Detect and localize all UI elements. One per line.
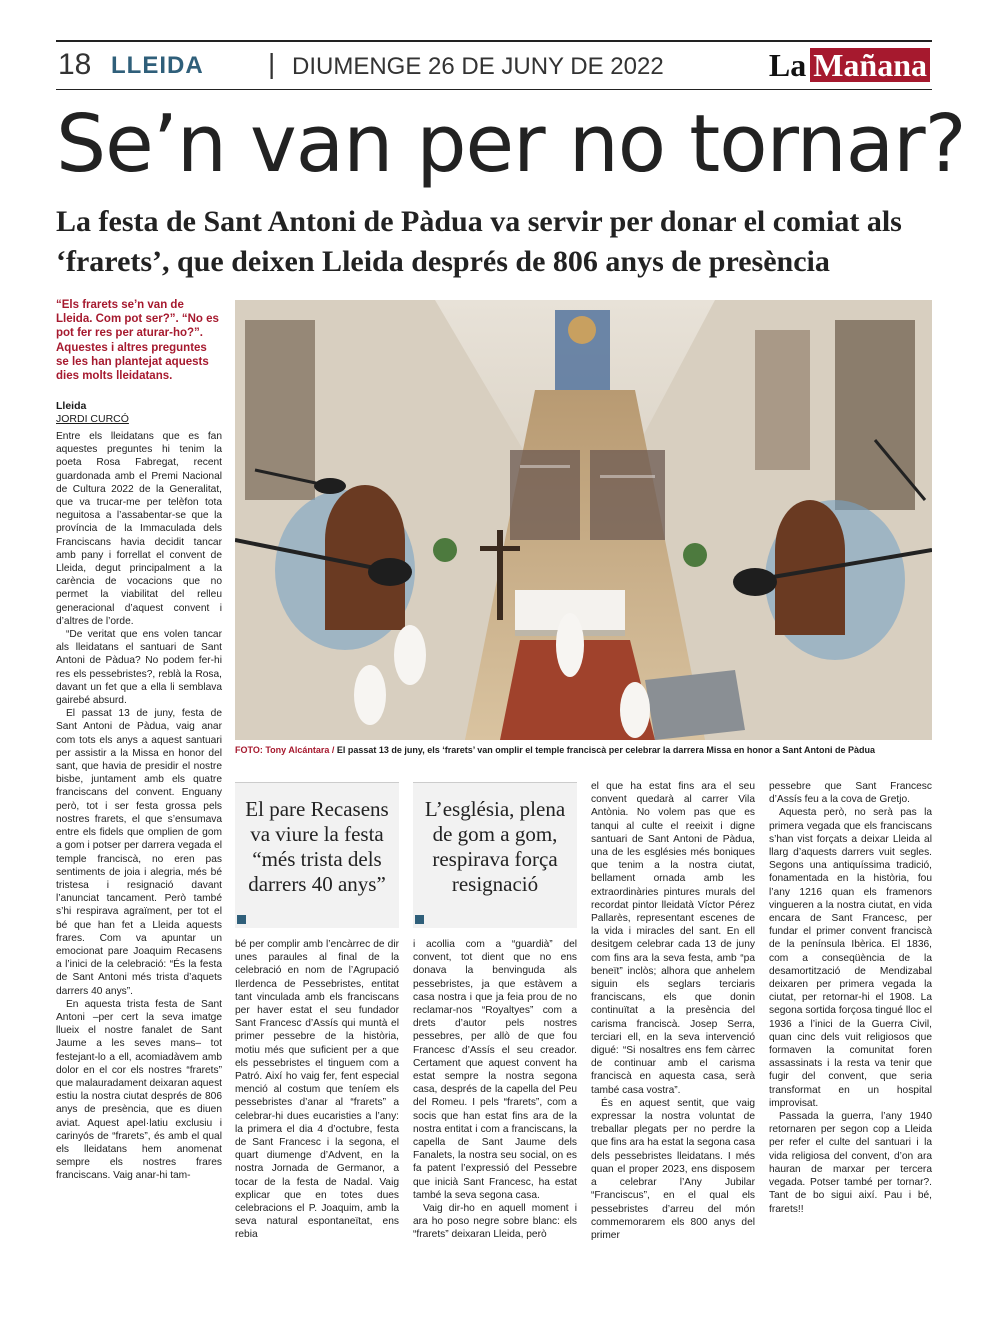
pull-quote-1 xyxy=(235,782,399,928)
photo-caption xyxy=(235,744,932,756)
article-column-1 xyxy=(56,430,222,1183)
paragraph: És en aquest sentit, que vaig expressar la nostra voluntat de treballar plegats per no perdre la que fins ara ha estat la segona casa dels pessebristes lleidatans. I més quan el proper 2023, ens disposem a celebrar l’Any Jubilar “Franciscus”, en el qual els pessebristes d’arreu del món commemorarem els 800 anys del primer xyxy=(591,1097,755,1241)
paragraph: i acollia com a “guardià” del convent, tot dient que no ens donava la benvinguda als pessebristes, ja que estàvem a casa nostra i que ja feia prou de no reclamar-nos “Royaltyes” com a drets d’autor pels nostres pessebres, per allò de que fou Francesc d’Assís el seu creador. Certament que aquest convent ha estat sempre la nostra segona casa, després de la capella del Peu del Romeu. I pels “frarets”, com a socis que han estat fins ara de la nostra entitat i com a franciscans, la capella de Sant Jaume dels Fanalets, la nostra seu social, on es fa patent l’expressió del Pessebre que inicià Sant Francesc, ha estat també la seva segona casa. xyxy=(413,939,577,1201)
paragraph: El passat 13 de juny, festa de Sant Antoni de Pàdua, vaig anar com tots els anys a aquest santuari per assistir a la Missa en honor del sant, que havia de presidir el nostre bisbe, juntament amb els quatre franciscans del convent. Enguany però, tot i ser festa grossa pels nostres frarets, el que s’ensumava entre els fidels que omplien de gom a gom i potser per darrera vegada el temple franciscà, no eren pas sentiments de joia i alegria, més bé tristesa i resignació davant l’anunciat tancament. Però també s’hi respirava agraïment, per tot el bé que han fet a Lleida aquests frares. Com va apuntar un emocionat pare Joaquim Recasens a l’inici de la celebració: “És la festa de Sant Antoni més trista d’aquets darrers 40 anys”. xyxy=(56,708,222,997)
square-marker-icon xyxy=(237,915,246,924)
article-column-5 xyxy=(769,780,932,1216)
byline-place: Lleida xyxy=(56,400,87,412)
paragraph: Entre els lleidatans que es fan aquestes preguntes hi tenim la poeta Rosa Fabregat, recent guardonada amb el Premi Nacional de Cultura 2022 de la Generalitat, que va trucar-me per telèfon tota neguitosa a l’assabentar-se que la província de la Immaculada dels Franciscans havia decidit tancar amb pany i forrellat el convent de Lleida, degut principalment a la carència de vocacions que no permet la viabilitat del relleu generacional d’aquest convent i d’altres de l’orde. xyxy=(56,431,222,627)
square-marker-icon xyxy=(415,915,424,924)
church-interior-photo xyxy=(235,300,932,740)
header-separator: | xyxy=(268,48,276,79)
subheadline: La festa de Sant Antoni de Pàdua va servir per donar el comiat als ‘frarets’, que deixen Lleida després de 806 anys de presència xyxy=(56,205,902,278)
article-column-2 xyxy=(235,938,399,1242)
paragraph: Passada la guerra, l’any 1940 retornaren per segon cop a Lleida per refer el culte del santuari i la vida religiosa del convent, d’on ara hauran de marxar per tercera vegada. Potser també per tornar?. Tant de bo sigui així. Pau i bé, frarets!! xyxy=(769,1111,932,1215)
pull-quote-text: El pare Recasens va viure la festa “més trista dels darrers 40 anys” xyxy=(245,797,389,896)
photo-illustration xyxy=(235,300,932,740)
section-name: LLEIDA xyxy=(111,52,204,79)
page-number: 18 xyxy=(58,48,92,81)
brand-logo xyxy=(769,47,930,84)
byline-author: JORDI CURCÓ xyxy=(56,413,129,425)
brand-main: Mañana xyxy=(810,48,930,82)
article-column-3 xyxy=(413,938,577,1242)
paragraph: Vaig dir-ho en aquell moment i ara ho poso negre sobre blanc: els “frarets” deixaran Lleida, però xyxy=(413,1203,577,1241)
photo-credit: FOTO: Tony Alcántara / xyxy=(235,745,335,755)
paragraph: el que ha estat fins ara el seu convent quedarà al carrer Vila Antònia. No volem pas que es tanqui al culte el reeixit i digne santuari de Sant Antoni de Pàdua, una de les esglésies més boniques que tenim a la nostra ciutat, bellament ornada amb les extraordinàries pintures murals del recordat pintor lleidatà Víctor Pérez Pallarès, representant escenes de la vida i miracles del sant. En ell desitgem celebrar cada 13 de juny com fins ara la seva festa, amb “pa beneït” inclòs; alhora que anhelem siguin els seglars terciaris franciscans, els que donin continuïtat a la presència del carisma franciscà. Josep Serra, terciari ell, en la seva intervenció digué: “Si nosaltres ens fem càrrec de continuar amb el carisma franciscà en aquesta casa, serà també casa vostra”. xyxy=(591,781,755,1096)
paragraph: bé per complir amb l’encàrrec de dir unes paraules al final de la celebració en nom de l’Agrupació Ilerdenca de Pessebristes, entitat tant vinculada amb els franciscans per haver estat el seu fundador Sant Francesc d’Assís qui muntà el primer pessebre de la història, motiu més que suficient per a que els pessebristes el tinguem com a Patró. Així ho vaig fer, fent especial menció al costum que teníem els pessebristes d’anar al “frarets” a celebrar-hi dues eucaristies a l’any: la primera el dia 4 d’octubre, festa de Sant Francesc i la segona, el quart diumenge d’Advent, en la nostra Jornada de Germanor, a tocar de la festa de Nadal. Vaig explicar que en totes dues celebracions el P. Joaquim, amb la seva natural espontaneïtat, ens rebia xyxy=(235,939,399,1241)
paragraph: En aquesta trista festa de Sant Antoni –per cert la seva imatge llueix el nostre fanalet de Sant Jaume a les seves mans– tot festejant-lo a ell, acomiadàvem amb dolor en el cor els nostres “frarets” que malauradament deixaran aquest estiu la nostra ciutat després de 806 anys de presència, que es diuen aviat. Aquest apel·latiu exclusiu i carinyós de “frarets”, és amb el qual els lleidatans hem anomenat sempre els nostres frares franciscans. Vaig anar-hi tam- xyxy=(56,998,222,1182)
pull-quote-2 xyxy=(413,782,577,928)
issue-date: DIUMENGE 26 DE JUNY DE 2022 xyxy=(292,53,664,80)
article-column-4 xyxy=(591,780,755,1242)
page-header xyxy=(56,40,932,90)
brand-prefix: La xyxy=(768,47,807,83)
paragraph: Aquesta però, no serà pas la primera vegada que els franciscans s’han vist forçats a deixar Lleida al llarg d’aquests darrers vuit segles. Segons una antiquíssima tradició, fonamentada en la història, fou l’any 1216 quan els framenors vingueren a la nostra ciutat, en vida encara de Sant Francesc, per fundar el primer convent franciscà de la península Ibèrica. El 1836, com a conseqüència de la desamortització de Mendizabal deixaren per primera vegada la ciutat, per retornar-hi el 1908. La segona sortida forçosa tingué lloc el 1936 a l’inici de la Guerra Civil, quan cinc dels vuit religiosos que formaven la comunitat foren assassinats i la resta va tenir que fugir del convent, que seria transformat en un hospital improvisat. xyxy=(769,807,932,1109)
byline xyxy=(56,400,222,426)
caption-text: El passat 13 de juny, els ‘frarets’ van omplir el temple franciscà per celebrar la darrera Missa en honor a Sant Antoni de Pàdua xyxy=(334,745,876,755)
paragraph: “De veritat que ens volen tancar als lleidatans el santuari de Sant Antoni de Pàdua? No podem fer-hi res els pessebristes?, reblà la Rosa, davant un fet que a ella li semblava gairebé absurd. xyxy=(56,629,222,707)
paragraph: pessebre que Sant Francesc d’Assís feu a la cova de Gretjo. xyxy=(769,781,932,806)
lead-paragraph: “Els frarets se’n van de Lleida. Com pot ser?”. “No es pot fer res per aturar-ho?”. Aquestes i altres preguntes se les han plantejat aquests dies molts lleidatans. xyxy=(56,299,219,383)
headline: Se’n van per no tornar? xyxy=(56,98,966,190)
pull-quote-text: L’església, plena de gom a gom, respirava força resignació xyxy=(424,797,566,896)
